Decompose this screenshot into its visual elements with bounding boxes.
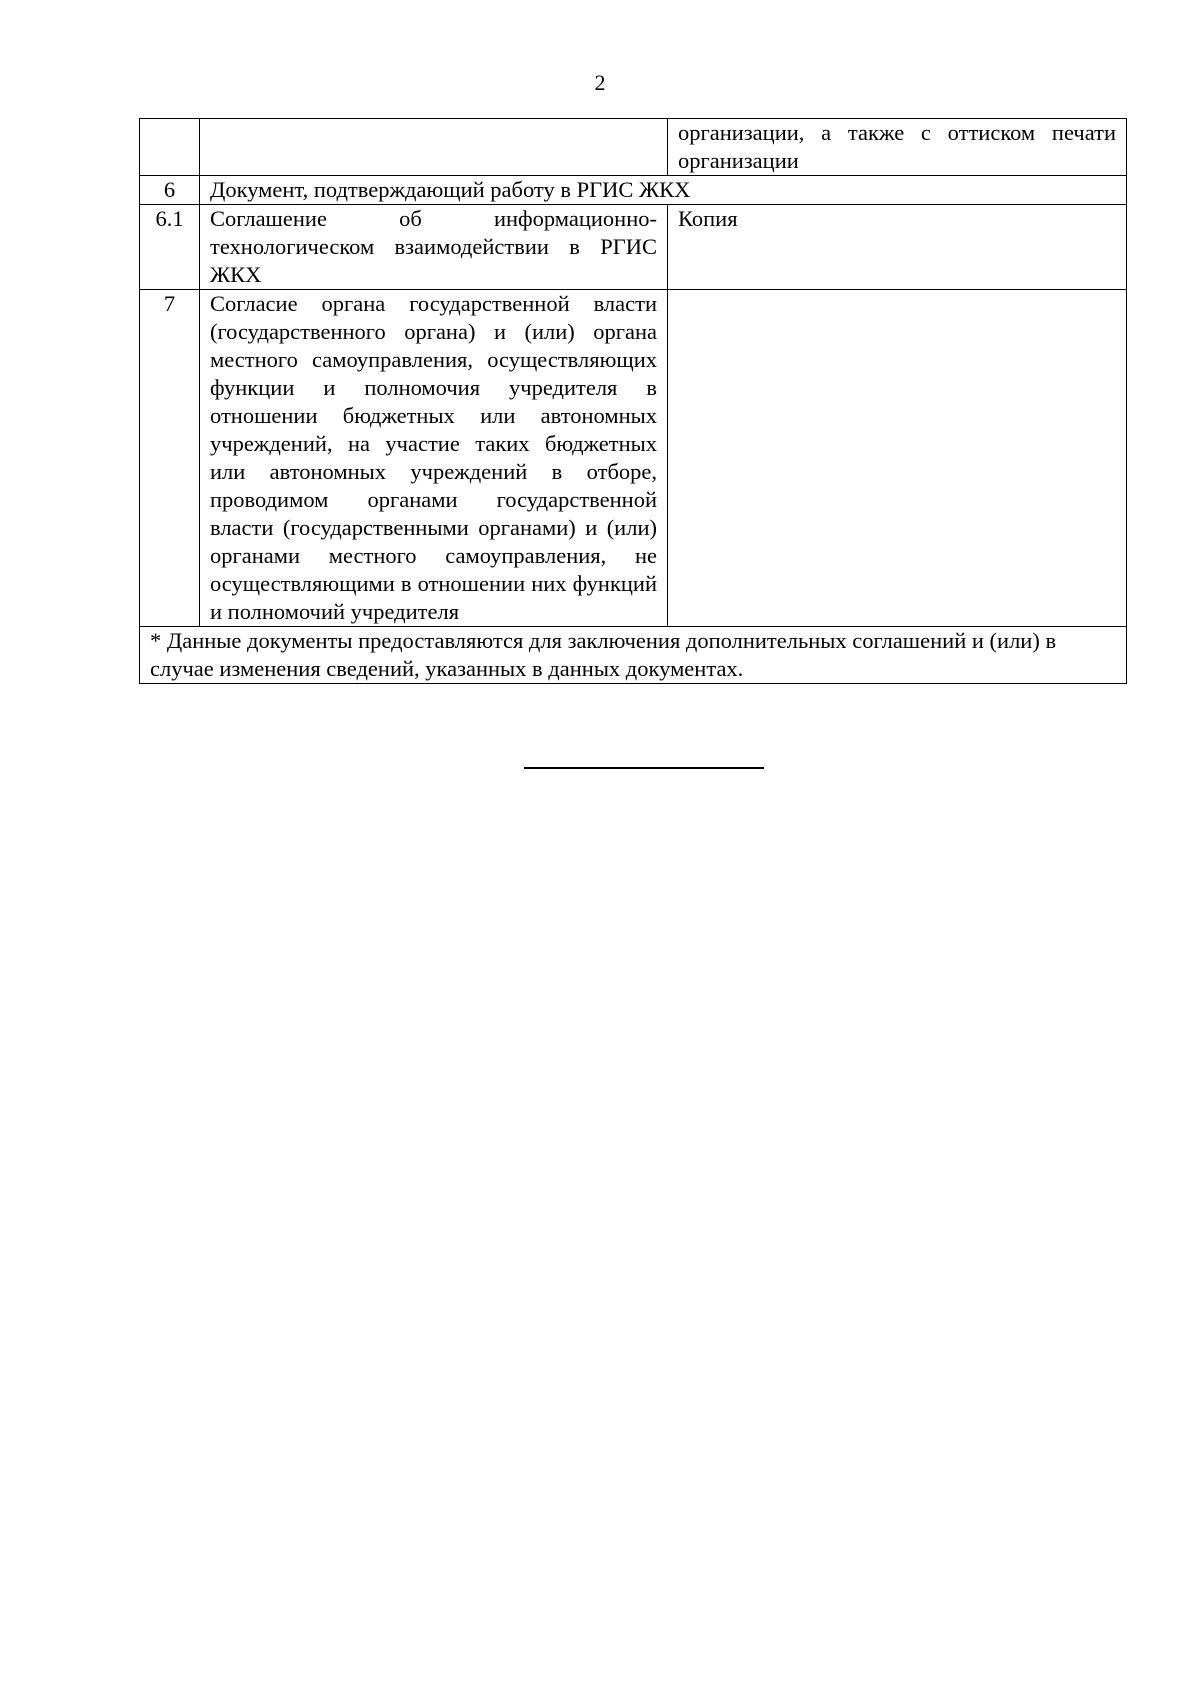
- table-row: [140, 205, 1127, 290]
- table-row: [140, 119, 1127, 176]
- document-note: Копия: [668, 205, 1127, 290]
- page-number: 2: [594, 70, 606, 95]
- row-number: 6: [140, 176, 200, 205]
- document-name: Согласие органа государственной власти (государственного органа) и (или) органа местного самоуправления, осуществляющих функции и полномочия учредителя в отношении бюджетных или автономных учреждений, на участие таких бюджетных или автономных учреждений в отборе, проводимом органами государственной власти (государственными органами) и (или) органами местного самоуправления, не осуществляющими в отношении них функций и полномочий учредителя: [200, 290, 668, 627]
- end-rule-divider: [524, 767, 764, 769]
- table-row: [140, 290, 1127, 627]
- row-number: 6.1: [140, 205, 200, 290]
- footnote: * Данные документы предоставляются для заключения дополнительных соглашений и (или) в случае изменения сведений, указанных в данных документах.: [140, 627, 1127, 684]
- document-name: Соглашение об информационно-технологическом взаимодействии в РГИС ЖКХ: [200, 205, 668, 290]
- section-heading: Документ, подтверждающий работу в РГИС ЖКХ: [200, 176, 1127, 205]
- table-footnote-row: [140, 627, 1127, 684]
- document-name: [200, 119, 668, 176]
- row-number: 7: [140, 290, 200, 627]
- document-note: [668, 290, 1127, 627]
- row-number: [140, 119, 200, 176]
- table-row: [140, 176, 1127, 205]
- documents-table: [139, 118, 1127, 684]
- document-note: организации, а также с оттиском печати организации: [668, 119, 1127, 176]
